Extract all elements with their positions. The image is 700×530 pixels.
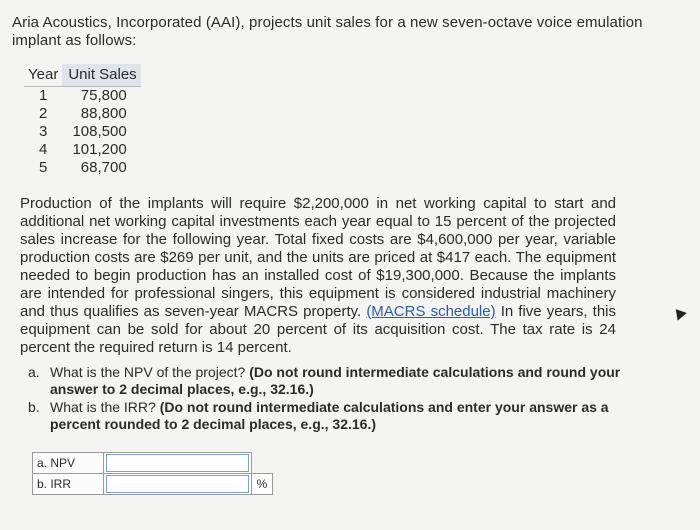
year-cell: 1 xyxy=(38,87,48,104)
questions xyxy=(28,364,628,434)
units-cell: 75,800 xyxy=(80,87,127,104)
table-row xyxy=(24,141,141,159)
units-cell: 101,200 xyxy=(72,141,127,158)
units-cell: 88,800 xyxy=(80,105,127,122)
units-cell: 108,500 xyxy=(72,123,127,140)
unit-sales-table xyxy=(24,64,141,177)
npv-input-cell xyxy=(104,453,252,474)
units-cell: 68,700 xyxy=(80,159,127,176)
year-cell: 3 xyxy=(38,123,48,140)
answer-row-npv xyxy=(33,453,273,474)
npv-unit-cell xyxy=(252,453,273,474)
percent-unit: % xyxy=(252,474,273,495)
paragraph-text: Production of the implants will require $2,200,000 in net working capital to start and additional net working capital investments each year equal to 15 percent of the projected sales increase for the following year. Total fixed costs are $4,600,000 per year, variable production costs are $269 per unit, and the units are priced at $417 each. The equipment needed to begin production has an installed cost of $19,300,000. Because the implants are intended for professional singers, this equipment is considered industrial machinery and thus qualifies as seven-year MACRS property. xyxy=(20,195,616,320)
unit-sales-header: Unit Sales xyxy=(62,64,140,87)
question-letter: a. xyxy=(28,364,40,380)
table-row xyxy=(24,123,141,141)
irr-input-cell xyxy=(104,474,252,495)
question-instructions: (Do not round intermediate calculations and round your answer to 2 decimal places, e.g., 32.16.) xyxy=(50,364,621,397)
irr-label: b. IRR xyxy=(33,474,104,495)
table-row xyxy=(24,87,141,106)
year-cell: 5 xyxy=(38,159,48,176)
table-row xyxy=(24,159,141,177)
problem-paragraph xyxy=(20,195,616,357)
year-cell: 2 xyxy=(38,105,48,122)
npv-label: a. NPV xyxy=(33,453,104,474)
question-text: What is the IRR? xyxy=(50,399,160,415)
mouse-cursor-icon xyxy=(671,305,687,320)
answer-row-irr xyxy=(33,474,273,495)
macrs-schedule-link[interactable]: (MACRS schedule) xyxy=(366,303,496,320)
question-letter: b. xyxy=(28,399,40,415)
intro-text: Aria Acoustics, Incorporated (AAI), projects unit sales for a new seven-octave voice emulation implant as follows: xyxy=(12,14,643,49)
year-cell: 4 xyxy=(38,141,48,158)
question-instructions: (Do not round intermediate calculations and enter your answer as a percent rounded to 2 decimal places, e.g., 32.16.) xyxy=(50,399,609,432)
question-a xyxy=(28,364,628,398)
answer-table xyxy=(32,452,273,495)
irr-input[interactable] xyxy=(106,475,249,493)
npv-input[interactable] xyxy=(106,454,249,472)
question-b xyxy=(28,399,628,433)
year-header: Year xyxy=(24,64,62,87)
paragraph-text-end: In five years, this equipment can be sold for about 20 percent of its acquisition cost. The tax rate is 24 percent the required return is 14 percent. xyxy=(20,303,616,356)
question-text: What is the NPV of the project? xyxy=(50,364,250,380)
table-row xyxy=(24,105,141,123)
